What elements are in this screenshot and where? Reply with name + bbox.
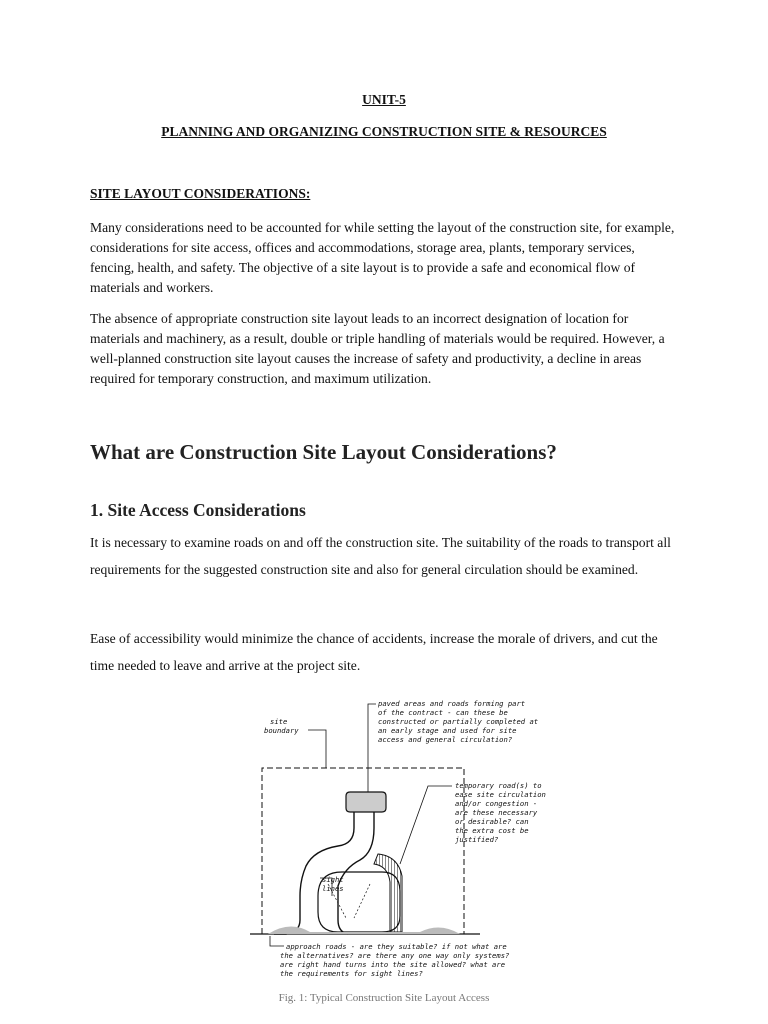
intro-paragraph-1: Many considerations need to be accounted for while setting the layout of the construction site, for example, considerations for site access, offices and accommodations, storage area, plants, temporary services, fencing, health, and safety. The objective of a site layout is to provide a safe and economical flow of materials and workers. [90, 220, 675, 295]
label-approach-1: approach roads - are they suitable? if not what are [286, 942, 507, 951]
label-temp-5: or desirable? can [455, 817, 529, 826]
label-site: site [270, 717, 288, 726]
label-temp-3: and/or congestion - [455, 799, 538, 808]
label-paved-1: paved areas and roads forming part [378, 699, 526, 708]
label-approach-4: the requirements for sight lines? [280, 969, 423, 978]
label-approach-2: the alternatives? are there any one way only systems? [280, 951, 510, 960]
section-heading: SITE LAYOUT CONSIDERATIONS: [90, 186, 311, 201]
paved-area [346, 792, 386, 812]
label-lines: lines [322, 884, 344, 893]
label-temp-6: the extra cost be [455, 826, 529, 835]
label-paved-4: an early stage and used for site [378, 726, 517, 735]
main-heading: What are Construction Site Layout Considerations? [90, 440, 557, 464]
site-access-diagram [250, 696, 570, 986]
chapter-title: PLANNING AND ORGANIZING CONSTRUCTION SITE & RESOURCES [161, 124, 607, 139]
label-paved-3: constructed or partially completed at [378, 717, 539, 726]
label-temp-7: justified? [455, 835, 499, 844]
subsection-heading: 1. Site Access Considerations [90, 500, 306, 520]
site-road [274, 812, 374, 934]
site-access-paragraph-1: It is necessary to examine roads on and off the construction site. The suitability of the roads to transport all requirements for the suggested construction site and also for general circulation should be examined. [90, 535, 671, 577]
intro-paragraph-2: The absence of appropriate construction site layout leads to an incorrect designation of location for materials and machinery, as a result, double or triple handling of materials would be required. However, a well-planned construction site layout causes the increase of safety and productivity, a decline in areas required for temporary construction, and maximum utilization. [90, 311, 665, 386]
label-approach-3: are right hand turns into the site allowed? what are [280, 960, 506, 969]
approach-stipple [268, 926, 460, 934]
label-temp-1: temporary road(s) to [455, 781, 542, 790]
unit-heading: UNIT-5 [362, 92, 406, 107]
label-temp-4: are these necessary [455, 808, 538, 817]
label-boundary: boundary [264, 726, 299, 735]
label-paved-5: access and general circulation? [378, 735, 513, 744]
label-sight: sight [322, 875, 344, 884]
label-temp-2: ease site circulation [455, 790, 546, 799]
label-paved-2: of the contract - can these be [378, 708, 508, 717]
figure-caption: Fig. 1: Typical Construction Site Layout Access [278, 992, 490, 1004]
temporary-road [374, 854, 402, 932]
site-access-paragraph-2: Ease of accessibility would minimize the chance of accidents, increase the morale of drivers, and cut the time needed to leave and arrive at the project site. [90, 631, 658, 673]
